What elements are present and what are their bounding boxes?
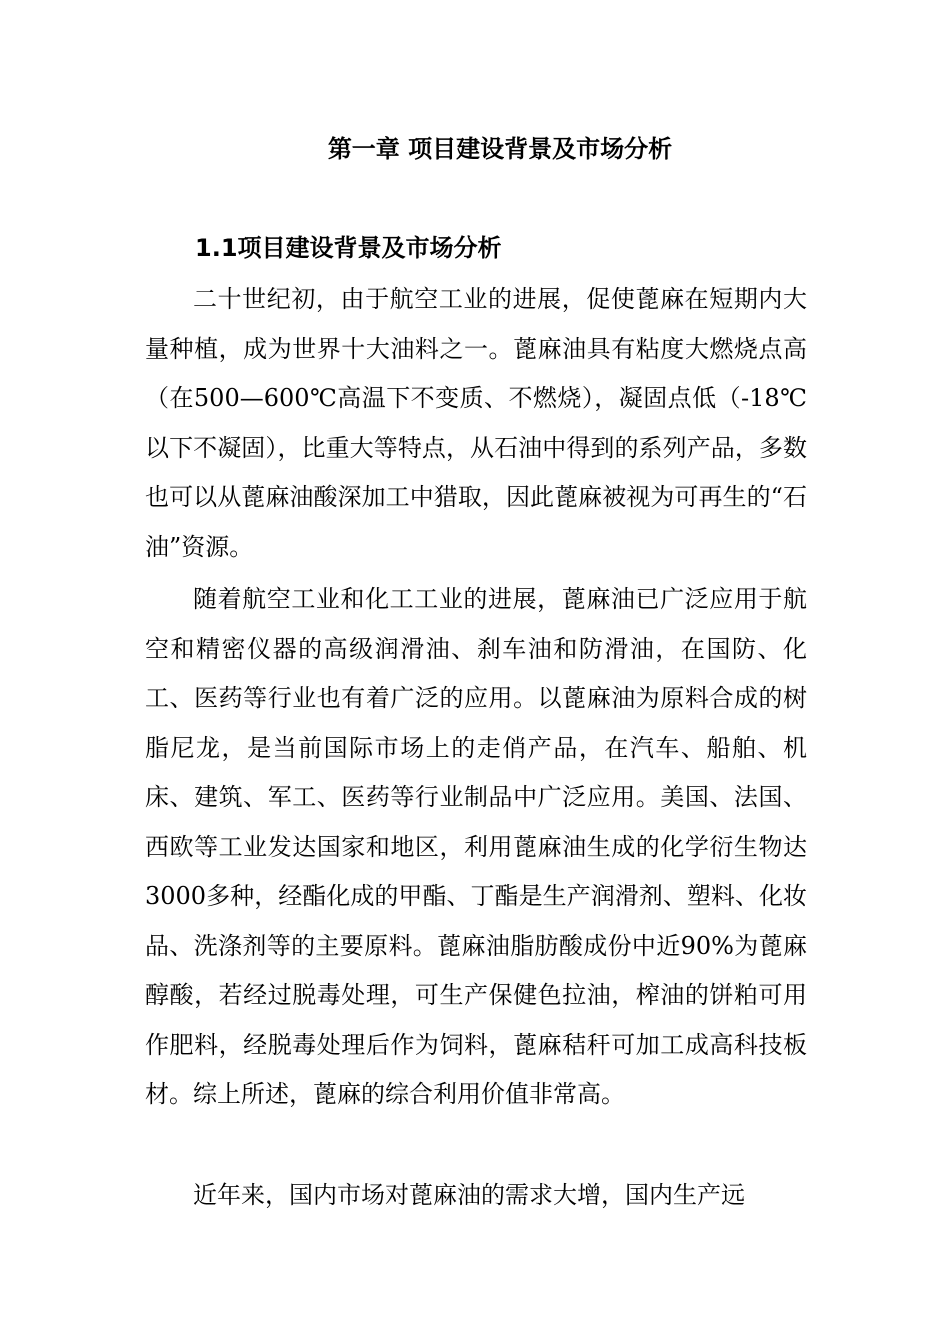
chapter-title: 第一章 项目建设背景及市场分析 — [327, 135, 673, 163]
section-title: 1.1项目建设背景及市场分析 — [195, 234, 502, 262]
body-paragraph: 近年来，国内市场对蓖麻油的需求大增，国内生产远 — [193, 1181, 745, 1209]
body-paragraph: 随着航空工业和化工工业的进展，蓖麻油已广泛应用于航空和精密仪器的高级润滑油、刹车油和防滑油，在国防、化工、医药等行业也有着广泛的应用。以蓖麻油为原料合成的树脂尼龙，是当前国际市场上的走俏产品，在汽车、船舶、机床、建筑、军工、医药等行业制品中广泛应用。美国、法国、西欧等工业发达国家和地区，利用蓖麻油生成的化学衍生物达3000多种，经酯化成的甲酯、丁酯是生产润滑剂、塑料、化妆品、洗涤剂等的主要原料。蓖麻油脂肪酸成份中近90%为蓖麻醇酸，若经过脱毒处理，可生产保健色拉油，榨油的饼粕可用作肥料，经脱毒处理后作为饲料，蓖麻秸秆可加工成高科技板材。综上所述，蓖麻的综合利用价值非常高。 — [145, 585, 807, 1108]
body-paragraph: 二十世纪初，由于航空工业的进展，促使蓖麻在短期内大量种植，成为世界十大油料之一。蓖麻油具有粘度大燃烧点高（在500—600℃高温下不变质、不燃烧），凝固点低（-18℃以下不凝固），比重大等特点，从石油中得到的系列产品，多数也可以从蓖麻油酸深加工中猎取，因此蓖麻被视为可再生的“石油”资源。 — [145, 285, 807, 561]
